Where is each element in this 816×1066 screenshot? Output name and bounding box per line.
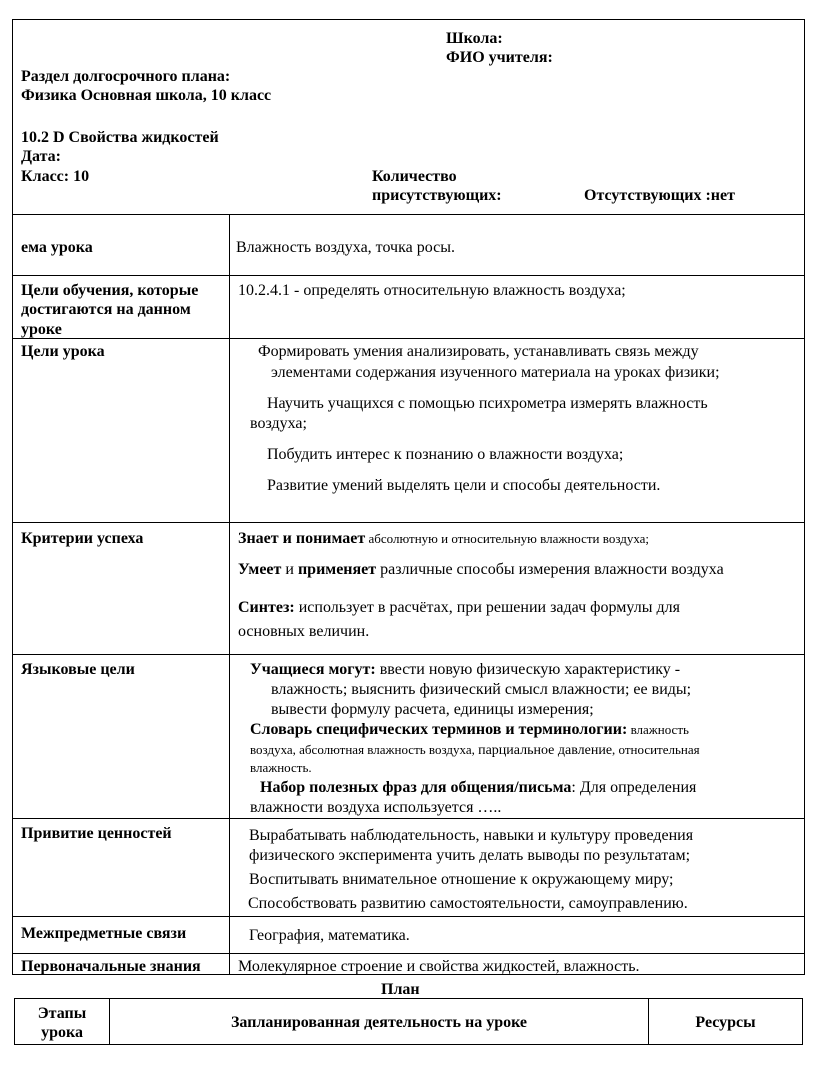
column-divider: [229, 214, 230, 975]
goals-line: Развитие умений выделять цели и способы деятельности.: [267, 477, 661, 494]
criteria-synthesis-text: использует в расчётах, при решении задач формулы для: [294, 599, 680, 616]
criteria-applies-bold: применяет: [297, 561, 377, 578]
language-phrases: [260, 778, 696, 797]
language-label: Языковые цели: [21, 661, 135, 678]
theme-label: ема урока: [21, 239, 93, 256]
subject-label: Физика Основная школа, 10 класс: [21, 87, 272, 104]
prior-knowledge-value: Молекулярное строение и свойства жидкостей, влажность.: [238, 958, 640, 975]
school-label: Школа:: [446, 30, 503, 47]
language-students-bold: Учащиеся могут:: [250, 661, 376, 678]
plan-col-activity: Запланированная деятельность на уроке: [230, 1014, 528, 1031]
values-line: физического эксперимента учить делать выводы по результатам;: [249, 847, 691, 864]
goals-line: Научить учащихся с помощью психрометра измерять влажность: [267, 395, 708, 412]
language-phrases-text: : Для определения: [571, 779, 697, 796]
plan-col-stages-line2: урока: [41, 1024, 83, 1041]
interdisciplinary-label: Межпредметные связи: [21, 925, 187, 942]
interdisciplinary-value: География, математика.: [249, 927, 410, 944]
language-students: [250, 660, 680, 679]
language-students-text: ввести новую физическую характеристику -: [375, 661, 681, 678]
language-vocab-term: , относительная: [612, 742, 700, 757]
prior-knowledge-label: Первоначальные знания: [21, 958, 201, 975]
values-line: Вырабатывать наблюдательность, навыки и культуру проведения: [249, 827, 694, 844]
language-vocab-term: парциальное давление: [478, 743, 613, 758]
row-divider: [12, 953, 805, 954]
objectives-label-line3: уроке: [21, 321, 62, 338]
section-label: Раздел долгосрочного плана:: [21, 68, 231, 85]
goals-label: Цели урока: [21, 343, 105, 360]
criteria-label: Критерии успеха: [21, 530, 144, 547]
theme-value: Влажность воздуха, точка росы.: [236, 239, 455, 256]
criteria-synthesis-bold: Синтез:: [238, 599, 295, 616]
row-divider: [12, 214, 805, 215]
row-divider: [12, 275, 805, 276]
criteria-can-text: различные способы измерения влажности воздуха: [376, 561, 724, 578]
criteria-can: [238, 560, 724, 579]
language-phrases-bold: Набор полезных фраз для общения/письма: [260, 779, 572, 796]
values-line: Воспитывать внимательное отношение к окружающему миру;: [249, 871, 674, 888]
goals-line: Побудить интерес к познанию о влажности воздуха;: [267, 446, 624, 463]
criteria-synthesis-line2: основных величин.: [238, 623, 370, 640]
plan-title: План: [381, 981, 420, 998]
date-label: Дата:: [21, 148, 61, 165]
row-divider: [12, 338, 805, 339]
criteria-knows-bold: Знает и понимает: [238, 530, 366, 547]
objectives-label-line1: Цели обучения, которые: [21, 282, 199, 299]
row-divider: [12, 654, 805, 655]
values-line: Способствовать развитию самостоятельности, самоуправлению.: [248, 895, 688, 912]
values-label: Привитие ценностей: [21, 825, 172, 842]
language-line: влажность; выяснить физический смысл влажности; ее виды;: [271, 681, 692, 698]
plan-col-stages: [15, 1004, 109, 1042]
language-line: вывести формулу расчета, единицы измерения;: [271, 701, 594, 718]
language-vocab-text: влажность: [627, 722, 689, 737]
present-label-line2: присутствующих:: [372, 187, 502, 204]
goals-line: воздуха;: [250, 415, 307, 432]
criteria-synthesis: [238, 598, 680, 617]
row-divider: [12, 522, 805, 523]
language-vocab-line3: влажность.: [250, 760, 312, 775]
class-label: Класс: 10: [21, 168, 90, 185]
absent-label: Отсутствующих :нет: [584, 187, 735, 204]
objectives-value: 10.2.4.1 - определять относительную влажность воздуха;: [238, 282, 626, 299]
topic-code: 10.2 D Свойства жидкостей: [21, 129, 219, 146]
language-phrases-line2: влажности воздуха используется …..: [250, 799, 502, 816]
language-vocab-term: воздуха, абсолютная влажность воздуха,: [250, 742, 479, 757]
row-divider: [12, 916, 805, 917]
goals-line: элементами содержания изученного материала на уроках физики;: [271, 364, 720, 381]
language-vocab-bold: Словарь специфических терминов и терминологии:: [250, 721, 628, 738]
row-divider: [12, 818, 805, 819]
plan-col-resources: Ресурсы: [695, 1014, 756, 1031]
teacher-label: ФИО учителя:: [446, 49, 553, 66]
goals-line: Формировать умения анализировать, устанавливать связь между: [258, 343, 699, 360]
plan-col-stages-line1: Этапы: [37, 1005, 87, 1022]
language-vocab: [250, 720, 689, 739]
language-vocab-line2: [250, 741, 700, 759]
objectives-label-line2: достигаются на данном: [21, 301, 191, 318]
present-label-line1: Количество: [372, 168, 457, 185]
criteria-can-and: и: [281, 561, 298, 578]
criteria-can-bold: Умеет: [238, 561, 282, 578]
criteria-knows: [238, 529, 649, 548]
criteria-knows-text: абсолютную и относительную влажности воздуха;: [365, 531, 650, 546]
